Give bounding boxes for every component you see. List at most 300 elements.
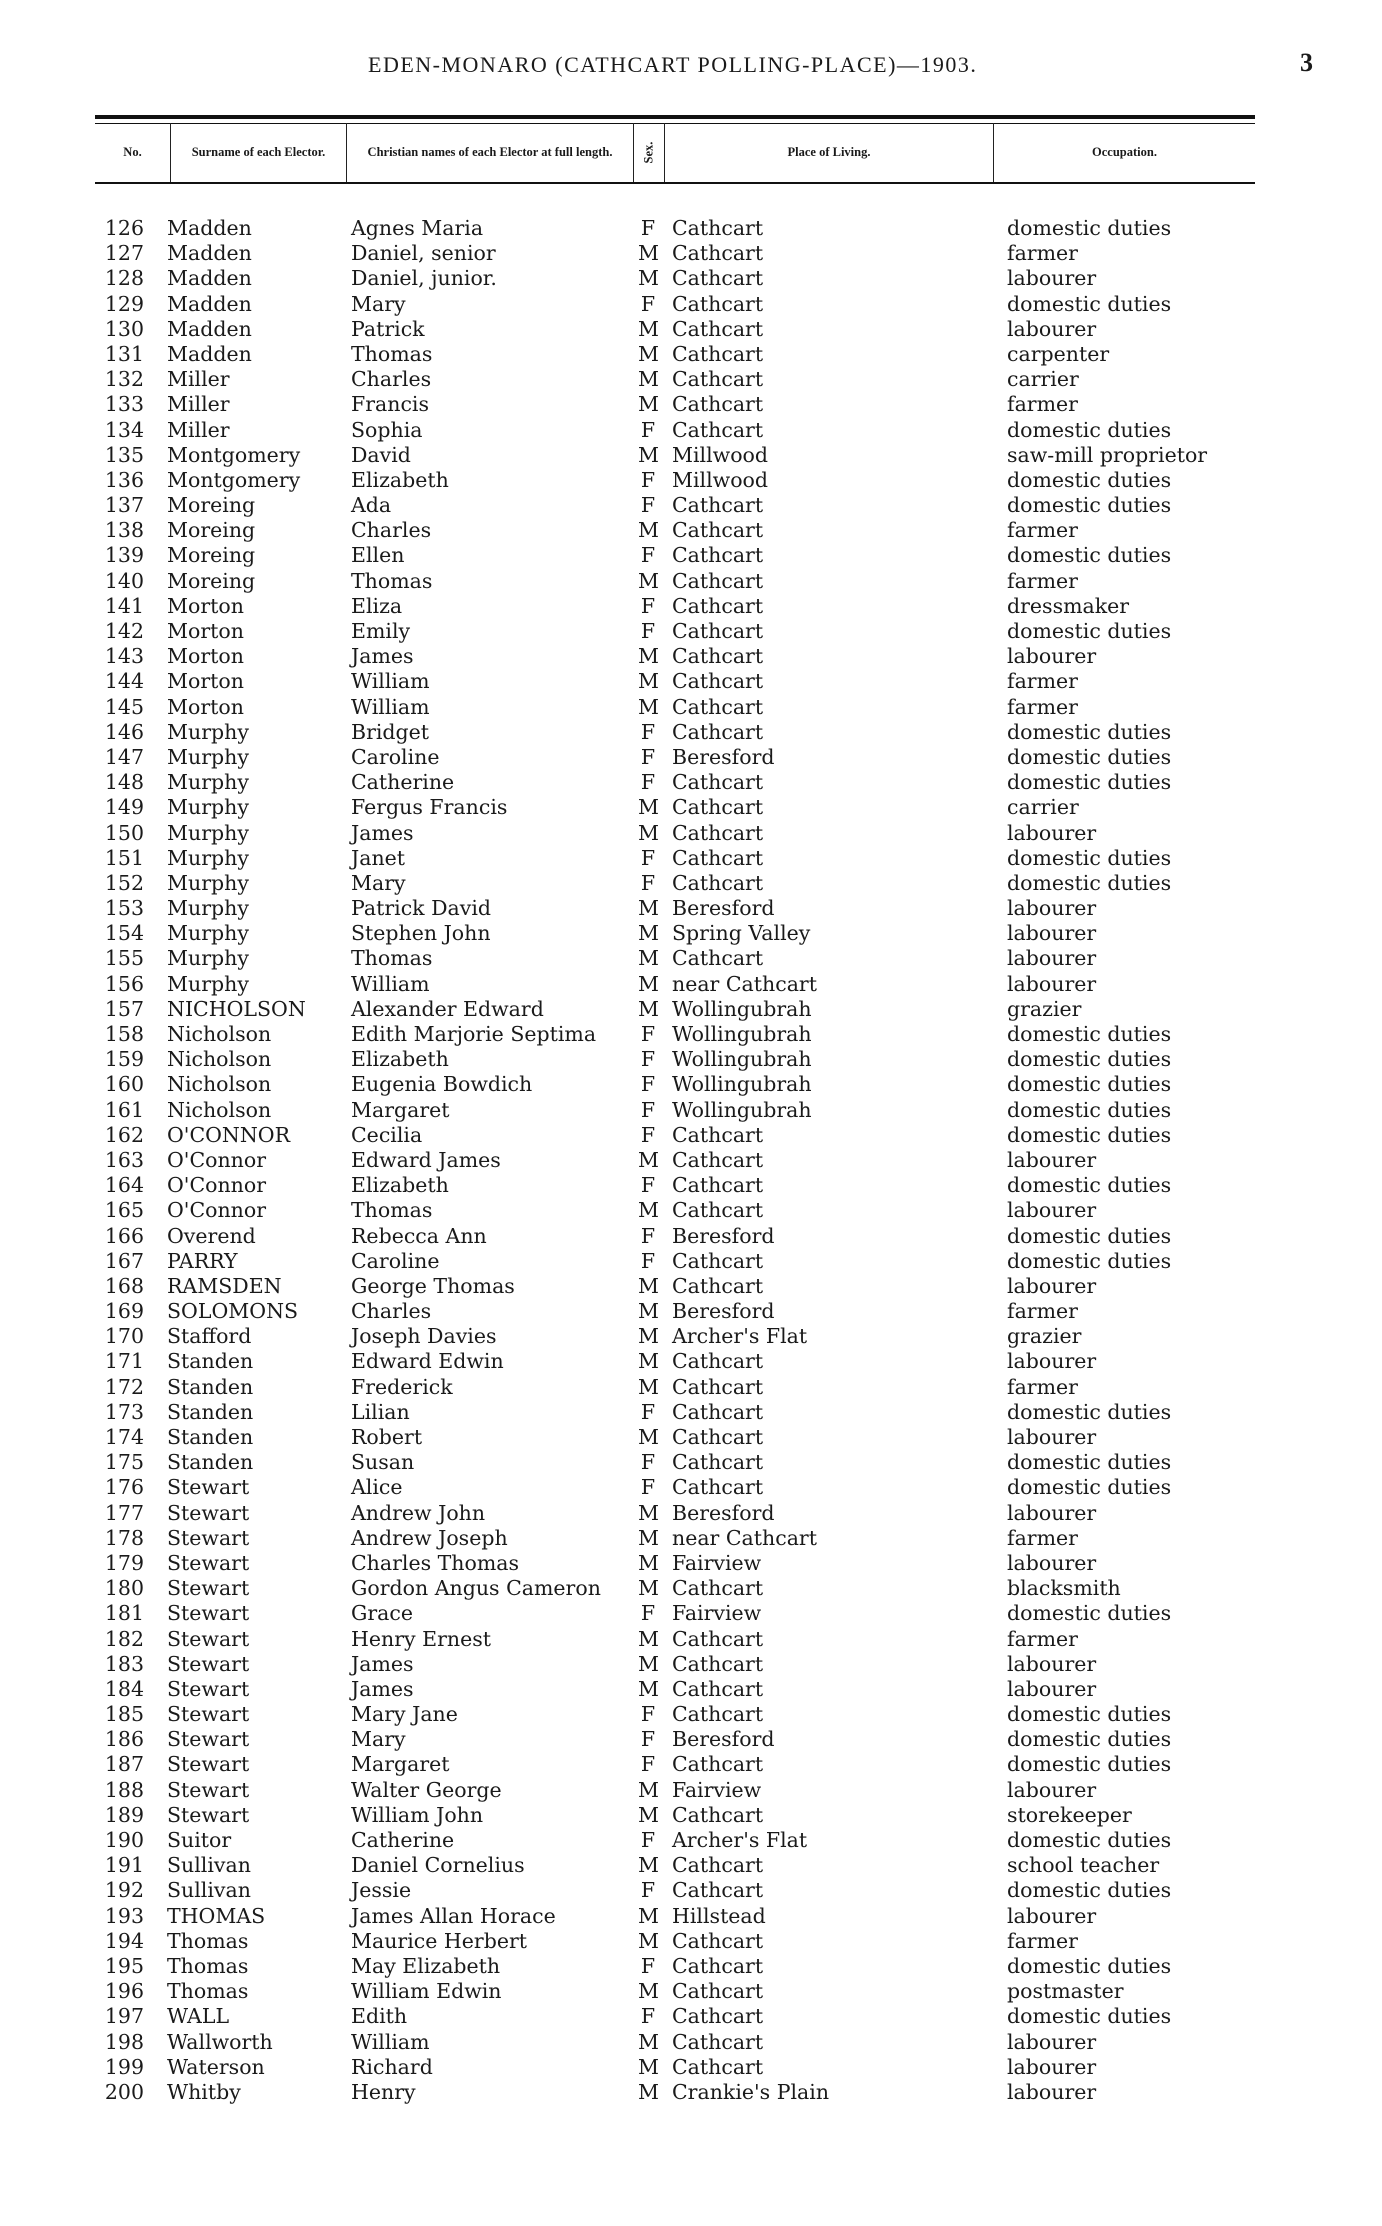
elector-place-of-living: Cathcart <box>672 593 764 618</box>
elector-christian-names: Elizabeth <box>351 1047 449 1072</box>
table-row <box>0 392 1382 417</box>
elector-number: 189 <box>104 1802 144 1827</box>
elector-sex: M <box>638 1777 659 1802</box>
elector-sex: M <box>638 1349 659 1374</box>
elector-christian-names: Elizabeth <box>351 1173 449 1198</box>
column-header-place <box>665 123 993 182</box>
elector-sex: F <box>640 216 656 240</box>
elector-place-of-living: Cathcart <box>672 1273 764 1298</box>
table-row <box>0 997 1382 1022</box>
elector-christian-names: Ellen <box>351 543 405 568</box>
elector-occupation: labourer <box>1007 1273 1097 1298</box>
elector-number: 169 <box>104 1299 144 1324</box>
elector-number: 129 <box>104 291 144 316</box>
elector-number: 168 <box>104 1273 144 1298</box>
elector-occupation: domestic duties <box>1007 2004 1172 2029</box>
elector-christian-names: Mary <box>351 291 406 316</box>
elector-number: 198 <box>104 2029 144 2054</box>
elector-place-of-living: Beresford <box>672 1299 775 1324</box>
elector-occupation: farmer <box>1007 1299 1078 1324</box>
elector-surname: Murphy <box>167 946 249 971</box>
column-header-occupation-label: Occupation. <box>1092 145 1157 159</box>
elector-surname: Stewart <box>167 1601 250 1626</box>
table-row <box>0 871 1382 896</box>
elector-surname: Stewart <box>167 1802 250 1827</box>
elector-number: 140 <box>104 568 144 593</box>
elector-surname: Montgomery <box>167 442 301 467</box>
elector-place-of-living: Cathcart <box>672 946 764 971</box>
elector-number: 158 <box>104 1022 144 1046</box>
elector-surname: Nicholson <box>167 1047 272 1072</box>
table-row <box>0 1601 1382 1626</box>
elector-christian-names: Gordon Angus Cameron <box>351 1576 601 1601</box>
elector-christian-names: William <box>351 669 430 694</box>
table-row <box>0 745 1382 770</box>
elector-christian-names: Rebecca Ann <box>351 1223 487 1248</box>
elector-occupation: grazier <box>1007 1324 1082 1349</box>
elector-place-of-living: Hillstead <box>672 1903 766 1928</box>
elector-occupation: domestic duties <box>1007 1828 1172 1852</box>
elector-sex: M <box>638 1324 659 1349</box>
elector-number: 147 <box>104 744 144 769</box>
elector-surname: Overend <box>167 1223 256 1248</box>
elector-occupation: labourer <box>1007 820 1097 845</box>
table-row <box>0 1526 1382 1551</box>
elector-place-of-living: Fairview <box>672 1601 762 1626</box>
elector-number: 157 <box>104 996 144 1021</box>
table-row <box>0 770 1382 795</box>
elector-christian-names: Grace <box>351 1601 414 1626</box>
elector-occupation: domestic duties <box>1007 744 1172 769</box>
elector-occupation: domestic duties <box>1007 216 1172 240</box>
elector-occupation: labourer <box>1007 2029 1097 2054</box>
elector-sex: F <box>640 1953 656 1978</box>
elector-christian-names: William Edwin <box>351 1979 502 2004</box>
elector-christian-names: Fergus Francis <box>351 795 508 820</box>
elector-christian-names: Alexander Edward <box>351 996 544 1021</box>
elector-surname: Stewart <box>167 1727 250 1752</box>
elector-sex: M <box>638 1576 659 1601</box>
elector-christian-names: Daniel, senior <box>351 241 496 266</box>
elector-place-of-living: Cathcart <box>672 795 764 820</box>
elector-place-of-living: Crankie's Plain <box>672 2079 830 2104</box>
elector-sex: M <box>638 1651 659 1676</box>
elector-sex: F <box>640 1072 656 1097</box>
elector-place-of-living: Cathcart <box>672 1349 764 1374</box>
elector-christian-names: Bridget <box>351 719 430 744</box>
elector-place-of-living: Cathcart <box>672 1374 764 1399</box>
elector-surname: Nicholson <box>167 1022 272 1046</box>
elector-occupation: domestic duties <box>1007 1450 1172 1475</box>
elector-sex: M <box>638 1853 659 1878</box>
table-row <box>0 695 1382 720</box>
elector-christian-names: William John <box>351 1802 484 1827</box>
elector-occupation: labourer <box>1007 1676 1097 1701</box>
elector-christian-names: Margaret <box>351 1752 450 1777</box>
elector-occupation: carpenter <box>1007 341 1110 366</box>
elector-number: 177 <box>104 1500 144 1525</box>
elector-place-of-living: Cathcart <box>672 2029 764 2054</box>
elector-christian-names: Thomas <box>351 568 433 593</box>
elector-christian-names: Susan <box>351 1450 415 1475</box>
elector-sex: F <box>640 1248 656 1273</box>
elector-surname: Murphy <box>167 770 249 795</box>
table-row <box>0 2055 1382 2080</box>
elector-sex: F <box>640 2004 656 2029</box>
elector-christian-names: Caroline <box>351 744 440 769</box>
elector-christian-names: David <box>351 442 411 467</box>
elector-number: 153 <box>104 896 144 921</box>
elector-occupation: labourer <box>1007 266 1097 291</box>
elector-christian-names: Patrick <box>351 316 425 341</box>
elector-christian-names: Ada <box>351 493 392 518</box>
elector-sex: F <box>640 1450 656 1475</box>
table-row <box>0 1072 1382 1097</box>
page-header <box>0 48 1382 88</box>
elector-christian-names: Francis <box>351 392 430 417</box>
elector-place-of-living: Cathcart <box>672 619 764 643</box>
elector-surname: Thomas <box>167 1953 249 1978</box>
elector-occupation: labourer <box>1007 946 1097 971</box>
table-row <box>0 443 1382 468</box>
elector-place-of-living: Cathcart <box>672 568 764 593</box>
elector-number: 163 <box>104 1147 144 1172</box>
elector-surname: Morton <box>167 694 244 719</box>
elector-place-of-living: Cathcart <box>672 1928 764 1953</box>
elector-place-of-living: Beresford <box>672 1223 775 1248</box>
elector-christian-names: Charles Thomas <box>351 1550 520 1575</box>
elector-surname: O'Connor <box>167 1198 267 1223</box>
elector-christian-names: Robert <box>351 1425 423 1449</box>
elector-place-of-living: Cathcart <box>672 1147 764 1172</box>
elector-surname: Stewart <box>167 1525 250 1550</box>
elector-sex: F <box>640 719 656 744</box>
elector-sex: M <box>638 1374 659 1399</box>
table-row <box>0 292 1382 317</box>
elector-number: 132 <box>104 367 144 392</box>
elector-number: 197 <box>104 2004 144 2029</box>
elector-sex: M <box>638 442 659 467</box>
elector-occupation: carrier <box>1007 367 1079 392</box>
column-header-christian-label: Christian names of each Elector at full length. <box>367 145 613 159</box>
elector-number: 180 <box>104 1576 144 1601</box>
elector-number: 179 <box>104 1550 144 1575</box>
elector-christian-names: Andrew John <box>351 1500 486 1525</box>
elector-christian-names: Eugenia Bowdich <box>351 1072 533 1097</box>
elector-number: 192 <box>104 1878 144 1903</box>
elector-surname: SOLOMONS <box>167 1299 299 1324</box>
elector-surname: O'CONNOR <box>167 1122 291 1147</box>
elector-sex: F <box>640 619 656 643</box>
column-header-sex-label: Sex. <box>641 141 656 164</box>
elector-christian-names: Frederick <box>351 1374 453 1399</box>
elector-place-of-living: Wollingubrah <box>672 1047 812 1072</box>
elector-sex: M <box>638 1979 659 2004</box>
elector-christian-names: Janet <box>351 845 406 870</box>
elector-surname: Miller <box>167 367 230 392</box>
elector-list <box>0 216 1382 2105</box>
elector-place-of-living: Cathcart <box>672 2004 764 2029</box>
elector-christian-names: Joseph Davies <box>351 1324 497 1349</box>
elector-sex: M <box>638 1500 659 1525</box>
elector-surname: Standen <box>167 1349 254 1374</box>
elector-christian-names: Mary <box>351 1727 406 1752</box>
elector-place-of-living: Fairview <box>672 1550 762 1575</box>
elector-number: 138 <box>104 518 144 543</box>
elector-occupation: labourer <box>1007 971 1097 996</box>
elector-christian-names: Agnes Maria <box>351 216 484 240</box>
elector-occupation: domestic duties <box>1007 870 1172 895</box>
elector-occupation: farmer <box>1007 241 1078 266</box>
elector-surname: Wallworth <box>167 2029 273 2054</box>
elector-place-of-living: Cathcart <box>672 870 764 895</box>
elector-occupation: labourer <box>1007 921 1097 946</box>
elector-occupation: storekeeper <box>1007 1802 1132 1827</box>
elector-surname: Morton <box>167 619 244 643</box>
table-row <box>0 1450 1382 1475</box>
table-row <box>0 1475 1382 1500</box>
elector-sex: F <box>640 1878 656 1903</box>
elector-christian-names: Elizabeth <box>351 467 449 492</box>
table-row <box>0 1979 1382 2004</box>
elector-sex: M <box>638 1425 659 1449</box>
elector-christian-names: Andrew Joseph <box>351 1525 508 1550</box>
elector-sex: F <box>640 1022 656 1046</box>
elector-sex: F <box>640 1399 656 1424</box>
column-header-occupation <box>994 123 1255 182</box>
page-title: EDEN-MONARO (CATHCART POLLING-PLACE)—1903. <box>368 52 978 77</box>
elector-place-of-living: Cathcart <box>672 1425 764 1449</box>
elector-christian-names: Lilian <box>351 1399 410 1424</box>
elector-surname: Stewart <box>167 1626 250 1651</box>
elector-surname: Standen <box>167 1399 254 1424</box>
elector-place-of-living: Cathcart <box>672 1626 764 1651</box>
elector-occupation: domestic duties <box>1007 1702 1172 1727</box>
elector-surname: Madden <box>167 291 252 316</box>
elector-surname: Murphy <box>167 820 249 845</box>
header-rule-bottom <box>95 182 1255 184</box>
elector-sex: M <box>638 266 659 291</box>
elector-place-of-living: Cathcart <box>672 644 764 669</box>
elector-number: 146 <box>104 719 144 744</box>
elector-occupation: labourer <box>1007 2054 1097 2079</box>
elector-christian-names: Thomas <box>351 341 433 366</box>
column-header-place-label: Place of Living. <box>787 145 871 159</box>
table-row <box>0 468 1382 493</box>
elector-sex: M <box>638 921 659 946</box>
elector-christian-names: Catherine <box>351 770 455 795</box>
table-row <box>0 1198 1382 1223</box>
elector-place-of-living: Cathcart <box>672 1676 764 1701</box>
elector-number: 174 <box>104 1425 144 1449</box>
elector-christian-names: Stephen John <box>351 921 491 946</box>
elector-number: 178 <box>104 1525 144 1550</box>
elector-surname: Morton <box>167 644 244 669</box>
elector-christian-names: Eliza <box>351 593 403 618</box>
elector-place-of-living: Millwood <box>672 467 769 492</box>
elector-number: 166 <box>104 1223 144 1248</box>
elector-surname: NICHOLSON <box>167 996 306 1021</box>
elector-sex: M <box>638 341 659 366</box>
elector-number: 170 <box>104 1324 144 1349</box>
elector-number: 161 <box>104 1097 144 1122</box>
elector-surname: Nicholson <box>167 1072 272 1097</box>
elector-occupation: farmer <box>1007 1374 1078 1399</box>
table-row <box>0 946 1382 971</box>
elector-number: 194 <box>104 1928 144 1953</box>
table-row <box>0 720 1382 745</box>
elector-place-of-living: Cathcart <box>672 1979 764 2004</box>
table-row <box>0 1803 1382 1828</box>
table-row <box>0 216 1382 241</box>
table-row <box>0 493 1382 518</box>
elector-number: 186 <box>104 1727 144 1752</box>
elector-number: 175 <box>104 1450 144 1475</box>
elector-surname: Moreing <box>167 568 256 593</box>
elector-surname: THOMAS <box>167 1903 266 1928</box>
column-header-christian-names <box>347 123 633 182</box>
elector-christian-names: Thomas <box>351 1198 433 1223</box>
elector-christian-names: William <box>351 971 430 996</box>
elector-sex: F <box>640 1122 656 1147</box>
table-row <box>0 1677 1382 1702</box>
table-row <box>0 921 1382 946</box>
elector-christian-names: Edith Marjorie Septima <box>351 1022 597 1046</box>
elector-number: 151 <box>104 845 144 870</box>
elector-sex: F <box>640 1727 656 1752</box>
table-row <box>0 1148 1382 1173</box>
table-row <box>0 241 1382 266</box>
elector-number: 128 <box>104 266 144 291</box>
elector-sex: F <box>640 543 656 568</box>
elector-surname: RAMSDEN <box>167 1273 282 1298</box>
table-row <box>0 1425 1382 1450</box>
elector-number: 200 <box>104 2079 144 2104</box>
elector-place-of-living: Cathcart <box>672 719 764 744</box>
elector-occupation: domestic duties <box>1007 770 1172 795</box>
elector-occupation: saw-mill proprietor <box>1007 442 1208 467</box>
elector-number: 154 <box>104 921 144 946</box>
elector-number: 143 <box>104 644 144 669</box>
elector-number: 134 <box>104 417 144 442</box>
elector-place-of-living: Cathcart <box>672 1399 764 1424</box>
elector-number: 162 <box>104 1122 144 1147</box>
elector-place-of-living: Cathcart <box>672 518 764 543</box>
table-row <box>0 1375 1382 1400</box>
elector-occupation: domestic duties <box>1007 1475 1172 1500</box>
elector-number: 193 <box>104 1903 144 1928</box>
header-rule-thick <box>95 115 1255 119</box>
table-row <box>0 594 1382 619</box>
elector-surname: Waterson <box>167 2054 265 2079</box>
elector-number: 185 <box>104 1702 144 1727</box>
elector-number: 133 <box>104 392 144 417</box>
elector-occupation: domestic duties <box>1007 619 1172 643</box>
elector-occupation: farmer <box>1007 669 1078 694</box>
elector-occupation: grazier <box>1007 996 1082 1021</box>
elector-christian-names: Sophia <box>351 417 423 442</box>
elector-christian-names: Charles <box>351 367 432 392</box>
table-row <box>0 1954 1382 1979</box>
elector-place-of-living: Cathcart <box>672 341 764 366</box>
elector-christian-names: Walter George <box>351 1777 502 1802</box>
elector-number: 150 <box>104 820 144 845</box>
elector-occupation: domestic duties <box>1007 719 1172 744</box>
elector-place-of-living: near Cathcart <box>672 971 817 996</box>
elector-place-of-living: Cathcart <box>672 266 764 291</box>
elector-occupation: labourer <box>1007 1550 1097 1575</box>
elector-occupation: domestic duties <box>1007 1752 1172 1777</box>
elector-surname: Morton <box>167 669 244 694</box>
table-row <box>0 1727 1382 1752</box>
elector-place-of-living: Cathcart <box>672 1198 764 1223</box>
elector-surname: Thomas <box>167 1928 249 1953</box>
elector-sex: M <box>638 2029 659 2054</box>
table-row <box>0 1324 1382 1349</box>
elector-surname: Standen <box>167 1374 254 1399</box>
elector-number: 148 <box>104 770 144 795</box>
elector-number: 142 <box>104 619 144 643</box>
elector-christian-names: William <box>351 694 430 719</box>
elector-place-of-living: Spring Valley <box>672 921 811 946</box>
elector-sex: M <box>638 795 659 820</box>
elector-sex: F <box>640 1475 656 1500</box>
elector-number: 126 <box>104 216 144 240</box>
elector-christian-names: James Allan Horace <box>351 1903 556 1928</box>
elector-christian-names: James <box>351 820 414 845</box>
elector-sex: M <box>638 896 659 921</box>
column-header-surname-label: Surname of each Elector. <box>191 145 326 159</box>
elector-christian-names: Catherine <box>351 1828 455 1852</box>
elector-place-of-living: Cathcart <box>672 1651 764 1676</box>
elector-place-of-living: Cathcart <box>672 417 764 442</box>
elector-christian-names: Margaret <box>351 1097 450 1122</box>
elector-occupation: labourer <box>1007 644 1097 669</box>
elector-number: 172 <box>104 1374 144 1399</box>
elector-surname: Madden <box>167 241 252 266</box>
elector-number: 135 <box>104 442 144 467</box>
elector-sex: M <box>638 568 659 593</box>
elector-occupation: labourer <box>1007 896 1097 921</box>
elector-surname: Madden <box>167 316 252 341</box>
table-row <box>0 1047 1382 1072</box>
elector-place-of-living: Cathcart <box>672 241 764 266</box>
table-row <box>0 317 1382 342</box>
elector-sex: M <box>638 946 659 971</box>
elector-occupation: labourer <box>1007 1147 1097 1172</box>
elector-sex: F <box>640 593 656 618</box>
elector-occupation: domestic duties <box>1007 1223 1172 1248</box>
elector-sex: M <box>638 1299 659 1324</box>
elector-surname: Stewart <box>167 1752 250 1777</box>
elector-surname: O'Connor <box>167 1173 267 1198</box>
elector-surname: Stewart <box>167 1550 250 1575</box>
elector-surname: Montgomery <box>167 467 301 492</box>
elector-number: 184 <box>104 1676 144 1701</box>
elector-occupation: labourer <box>1007 1651 1097 1676</box>
elector-sex: M <box>638 644 659 669</box>
elector-number: 141 <box>104 593 144 618</box>
elector-christian-names: Daniel, junior. <box>351 266 497 291</box>
elector-surname: Stewart <box>167 1702 250 1727</box>
table-row <box>0 1274 1382 1299</box>
elector-occupation: farmer <box>1007 1525 1078 1550</box>
elector-sex: F <box>640 1223 656 1248</box>
elector-sex: F <box>640 845 656 870</box>
column-header-surname <box>171 123 346 182</box>
elector-surname: Madden <box>167 341 252 366</box>
elector-place-of-living: Cathcart <box>672 1802 764 1827</box>
